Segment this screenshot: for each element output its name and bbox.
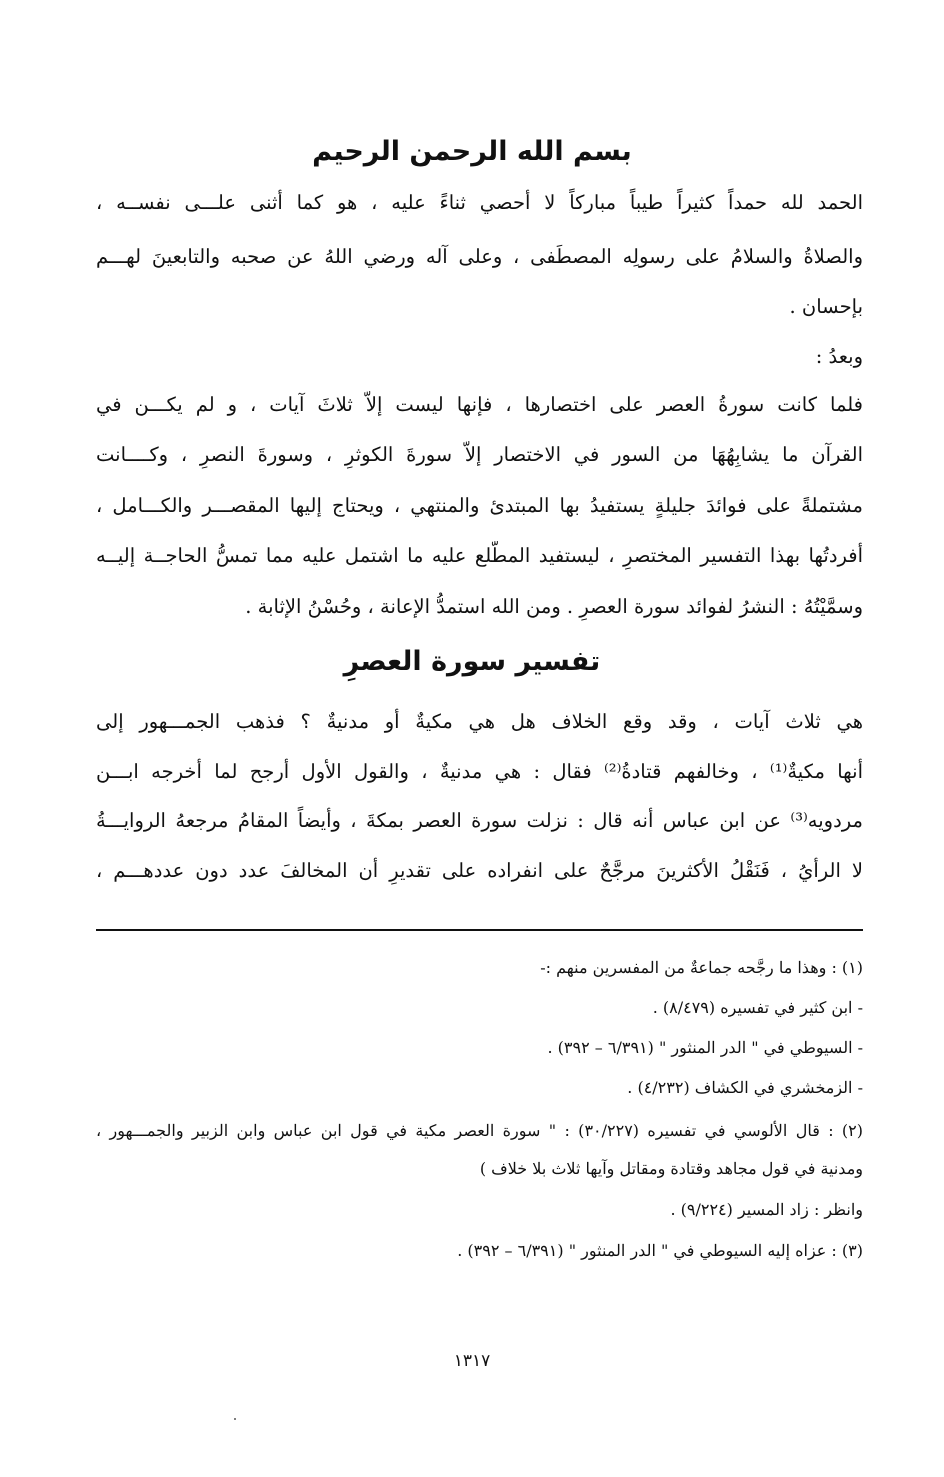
intro-line: والصلاةُ والسلامُ على رسولِه المصطَفى ، وعلى آله ورضي اللهُ عن صحبه والتابعينَ لهـــم — [96, 245, 863, 268]
footnote-line: وانظر : زاد المسير (٩/٢٢٤) . — [670, 1200, 863, 1219]
body-line: لا الرأيُ ، فَنَقْلُ الأكثرينَ مرجَّحٌ على انفراده على تقديرِ أن المخالفَ عدد دون عددهـــم ، — [96, 859, 863, 882]
footnote-line: - الزمخشري في الكشاف (٤/٢٣٢) . — [627, 1078, 863, 1097]
intro-line: القرآن ما يشابِهُهَا من السور في الاختصار إلاّ سورةَ الكوثرِ ، وسورةَ النصرِ ، وكــــانت — [96, 443, 863, 466]
body-line: هي ثلاث آيات ، وقد وقع الخلاف هل هي مكيةٌ أو مدنيةٌ ؟ فذهب الجمـــهور إلى — [96, 710, 863, 733]
scan-speck — [234, 1418, 236, 1420]
footnote-line: (٣) : عزاه إليه السيوطي في " الدر المنثور " (٦/٣٩١ – ٣٩٢) . — [457, 1241, 863, 1260]
intro-line: فلما كانت سورةُ العصر على اختصارها ، فإنها ليست إلاّ ثلاثَ آيات ، و لم يكـــن في — [96, 393, 863, 416]
footnote-line: (٢) : قال الألوسي في تفسيره (٣٠/٢٢٧) : " سورة العصر مكية في قول ابن عباس وابن الزبير والجمـــهور ، — [96, 1121, 863, 1140]
intro-line: وسمَّيْتُهُ : النشرُ لفوائد سورة العصرِ . ومن الله استمدُّ الإعانة ، وحُسْنُ الإثابة . — [245, 595, 863, 618]
basmala-heading: بسم الله الرحمن الرحيم — [312, 136, 632, 167]
page-number: ١٣١٧ — [453, 1351, 491, 1371]
footnote-line: ومدنية في قول مجاهد وقتادة ومقاتل وآيها ثلاث بلا خلاف ) — [479, 1159, 863, 1178]
intro-line: أفردتُها بهذا التفسير المختصرِ ، ليستفيد المطّلع عليه ما اشتمل عليه مما تمسُّ الحاجــة إليــه — [96, 544, 863, 567]
intro-line: وبعدُ : — [815, 345, 863, 368]
section-title: تفسير سورة العصرِ — [343, 646, 601, 677]
footnote-line: - ابن كثير في تفسيره (٨/٤٧٩) . — [652, 998, 863, 1017]
footnote-line: (١) : وهذا ما رجَّحه جماعةٌ من المفسرين منهم :- — [540, 958, 863, 977]
intro-line: بإحسان . — [789, 295, 863, 318]
body-line: أنها مكيةٌ⁽¹⁾ ، وخالفهم قتادةُ⁽²⁾ فقال : هي مدنيةٌ ، والقول الأول أرجح لما أخرجه ابـــن — [96, 760, 863, 783]
intro-line: مشتملةً على فوائدَ جليلةٍ يستفيدُ بها المبتدئ والمنتهي ، ويحتاج إليها المقصـــر والكـــامل ، — [96, 494, 863, 517]
footnote-line: - السيوطي في " الدر المنثور " (٦/٣٩١ – ٣٩٢) . — [547, 1038, 863, 1057]
footnote-separator — [96, 929, 863, 931]
body-line: مردويه⁽³⁾ عن ابن عباس أنه قال : نزلت سورة العصر بمكةَ ، وأيضاً المقامُ مرجعهُ الروايـــةُ — [96, 809, 863, 832]
intro-line: الحمد لله حمداً كثيراً طيباً مباركاً لا أحصي ثناءً عليه ، هو كما أثنى علـــى نفســه ، — [96, 191, 863, 214]
